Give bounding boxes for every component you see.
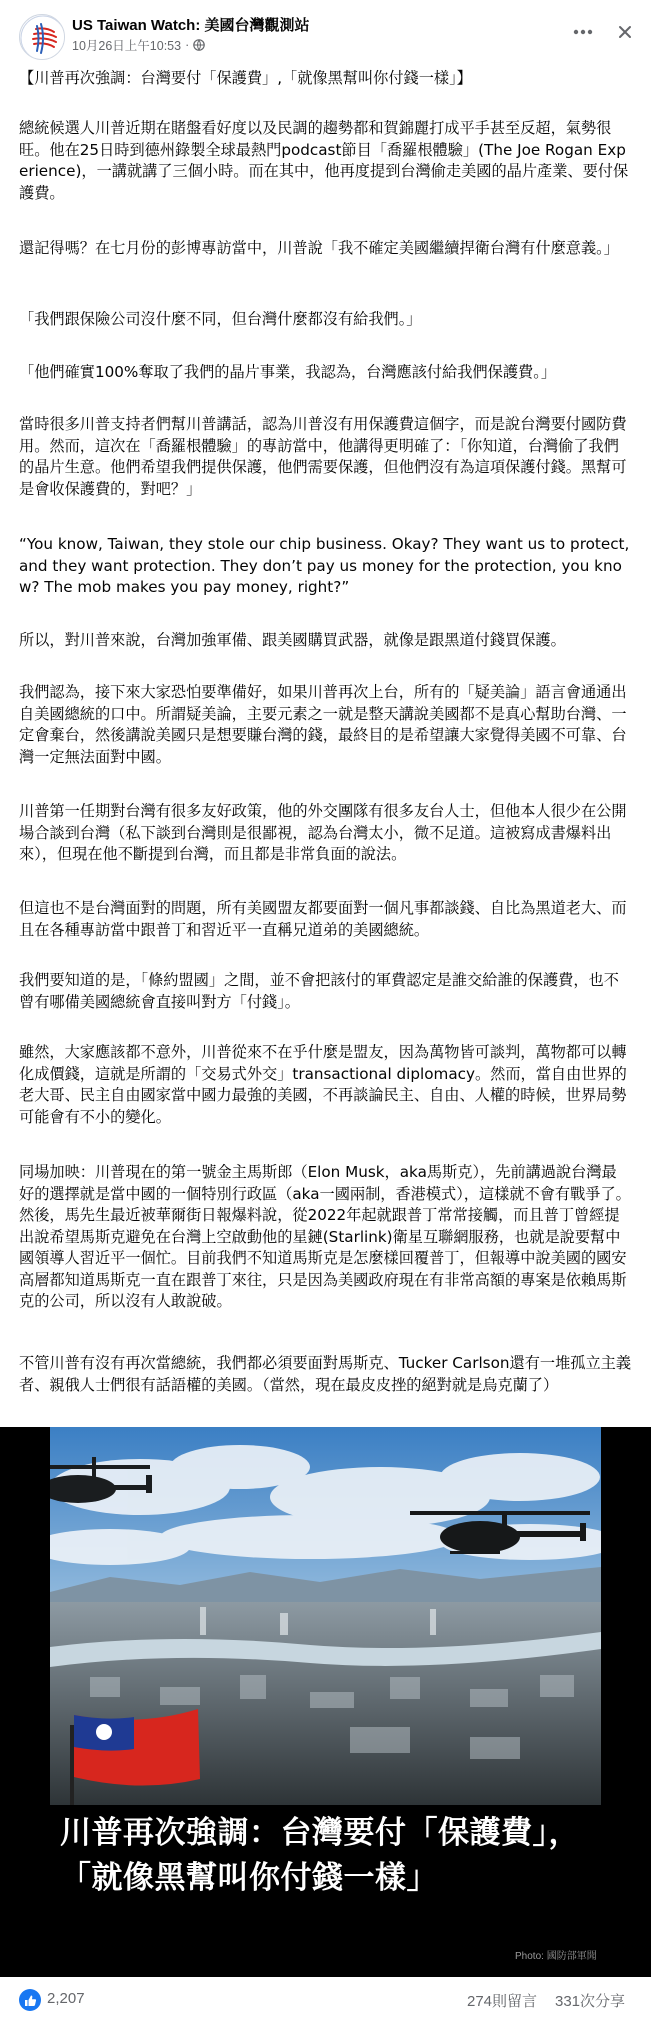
paragraph: 但這也不是台灣面對的問題，所有美國盟友都要面對一個凡事都談錢、自比為黑道老大、而且在各種專訪當中跟普丁和習近平一直稱兄道弟的美國總統。 xyxy=(19,899,627,939)
paragraph: 「他們確實100%奪取了我們的晶片事業，我認為，台灣應該付給我們保護費。」 xyxy=(19,363,557,381)
post-footer xyxy=(0,1977,651,2022)
paragraph: 所以，對川普來說，台灣加強軍備、跟美國購買武器，就像是跟黑道付錢買保護。 xyxy=(19,631,566,649)
post-meta xyxy=(72,36,205,54)
like-count[interactable]: 2,207 xyxy=(47,1990,85,2007)
paragraph: 不管川普有沒有再次當總統，我們都必須要面對馬斯克、Tucker Carlson還有一堆孤立主義者、親俄人士們很有話語權的美國。（當然，現在最皮皮挫的絕對就是烏克蘭了） xyxy=(19,1354,632,1394)
image-caption: 川普再次強調：台灣要付「保護費」，「就像黑幫叫你付錢一樣」 xyxy=(60,1815,580,1896)
page-logo-icon xyxy=(20,15,65,60)
paragraph: 我們認為，接下來大家恐怕要準備好，如果川普再次上台，所有的「疑美論」語言會通通出自美國總統的口中。所謂疑美論，主要元素之一就是整天講說美國都不是真心幫助台灣、一定會棄台，然後講說美國只是想要賺台灣的錢，最終目的是希望讓大家覺得美國不可靠、台灣一定無法面對中國。 xyxy=(19,683,627,766)
shares-count[interactable]: 331次分享 xyxy=(555,1993,626,2010)
page-avatar[interactable] xyxy=(19,14,65,60)
photo-credit: Photo: 國防部軍聞 xyxy=(515,1951,597,1962)
post-image[interactable] xyxy=(0,1427,651,1977)
post-header xyxy=(0,0,651,64)
paragraph: 總統候選人川普近期在賭盤看好度以及民調的趨勢都和賀錦麗打成平手甚至反超，氣勢很旺。他在25日時到德州錄製全球最熱門podcast節目「喬羅根體驗」(The Joe Rogan Experience)，一講就講了三個小時。而在其中，他再度提到台灣偷走美國的晶片產業、要付保護費。 xyxy=(19,119,629,202)
comments-count[interactable]: 274則留言 xyxy=(467,1993,538,2010)
paragraph: 「我們跟保險公司沒什麼不同，但台灣什麼都沒有給我們。」 xyxy=(19,310,422,328)
globe-icon[interactable] xyxy=(193,39,205,51)
more-options-button[interactable] xyxy=(571,20,595,44)
meta-separator: · xyxy=(185,38,190,52)
paragraph: “You know, Taiwan, they stole our chip business. Okay? They want us to protect, and they want protection. They don’t pay us money for the protection, you know? The mob makes you pay money, right?” xyxy=(19,535,630,596)
paragraph: 雖然，大家應該都不意外，川普從來不在乎什麼是盟友，因為萬物皆可談判，萬物都可以轉化成價錢，這就是所謂的「交易式外交」transactional diplomacy。然而，當自由世界的老大哥、民主自由國家當中國力最強的美國，不再談論民主、自由、人權的時候，世界局勢可能會有不小的變化。 xyxy=(19,1043,627,1126)
close-icon xyxy=(618,25,632,39)
paragraph: 同場加映：川普現在的第一號金主馬斯郎（Elon Musk，aka馬斯克），先前講過說台灣最好的選擇就是當中國的一個特別行政區（aka一國兩制，香港模式），這樣就不會有戰爭了。然後，馬先生最近被華爾街日報爆料說，從2022年起就跟普丁常常接觸，而且普丁曾經提出說希望馬斯克避免在台灣上空啟動他的星鏈(Starlink)衛星互聯網服務，也就是說要幫中國領導人習近平一個忙。目前我們不知道馬斯克是怎麼樣回覆普丁，但報導中說美國的國安高層都知道馬斯克一直在跟普丁來往，只是因為美國政府現在有非常高額的專案是依賴馬斯克的公司，所以沒有人敢說破。 xyxy=(19,1163,631,1310)
post-title: 【川普再次強調：台灣要付「保護費」,「就像黑幫叫你付錢一樣」】 xyxy=(19,69,472,87)
paragraph: 還記得嗎？在七月份的彭博專訪當中，川普說「我不確定美國繼續捍衛台灣有什麼意義。」 xyxy=(19,239,619,257)
paragraph: 我們要知道的是，「條約盟國」之間，並不會把該付的軍費認定是誰交給誰的保護費，也不曾有哪備美國總統會直接叫對方「付錢」。 xyxy=(19,971,619,1011)
city-photo xyxy=(50,1427,601,1805)
like-reaction-icon[interactable] xyxy=(19,1989,41,2011)
more-dots-icon xyxy=(573,29,593,35)
taipei-skyline-image xyxy=(50,1427,601,1805)
post-timestamp[interactable]: 10月26日上午10:53 xyxy=(72,39,182,53)
paragraph: 川普第一任期對台灣有很多友好政策，他的外交團隊有很多友台人士，但他本人很少在公開場合談到台灣（私下談到台灣則是很鄙視，認為台灣太小，微不足道。這被寫成書爆料出來），但現在他不斷提到台灣，而且都是非常負面的說法。 xyxy=(19,802,627,863)
close-button[interactable] xyxy=(613,20,637,44)
paragraph: 當時很多川普支持者們幫川普講話，認為川普沒有用保護費這個字，而是說台灣要付國防費用。然而，這次在「喬羅根體驗」的專訪當中，他講得更明確了：「你知道，台灣偷了我們的晶片生意。他們希望我們提供保護，他們需要保護，但他們沒有為這項保護付錢。黑幫可是會收保護費的，對吧？」 xyxy=(19,415,627,498)
page-name[interactable]: US Taiwan Watch: 美國台灣觀測站 xyxy=(72,17,310,34)
